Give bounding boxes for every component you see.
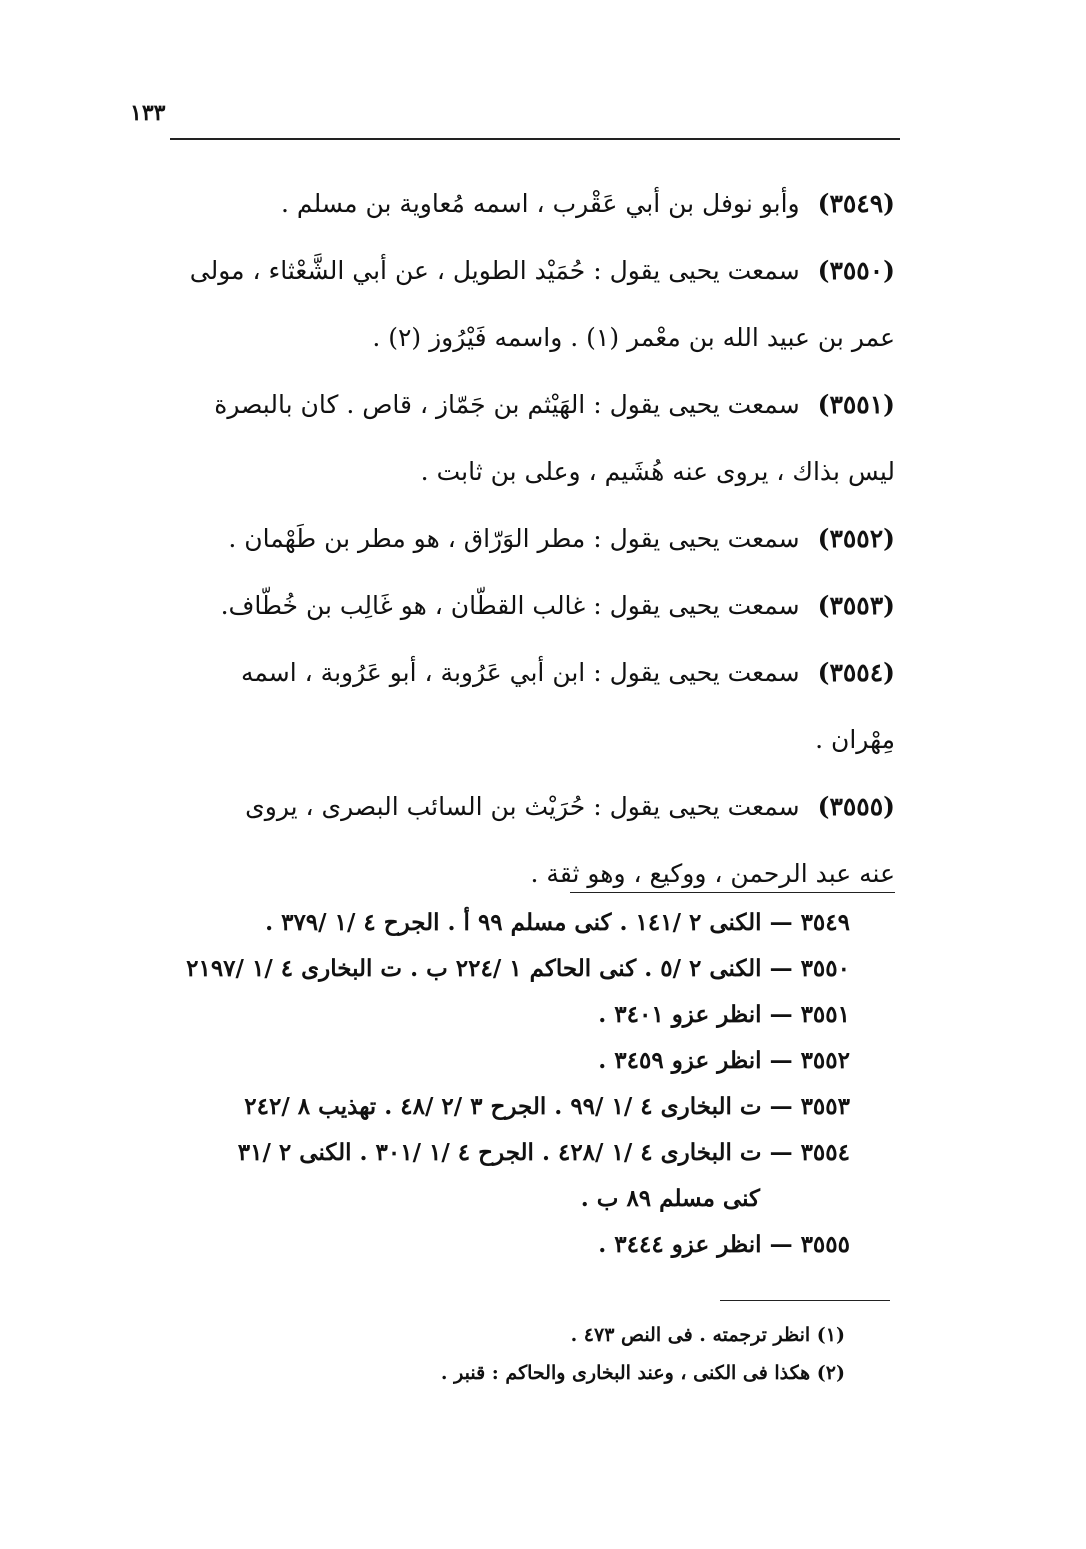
note-text: الكنى ٢ /١٤١ . كنى مسلم ٩٩ أ . الجرح ٤ /١ /٣٧٩ . (265, 909, 762, 936)
entry-number: (٣٥٥٢) (817, 524, 895, 553)
entry-line: سمعت يحيى يقول : الهَيْثم بن جَمّاز ، قاص . كان بالبصرة (214, 390, 800, 419)
note-3555: ٣٥٥٥—انظر عزو ٣٤٤٤ . (598, 1231, 850, 1258)
entry-3554 (160, 639, 895, 773)
notes-rule (570, 892, 895, 893)
note-3549: ٣٥٤٩—الكنى ٢ /١٤١ . كنى مسلم ٩٩ أ . الجرح ٤ /١ /٣٧٩ . (265, 909, 850, 936)
note-3553: ٣٥٥٣—ت البخارى ٤ /١ /٩٩ . الجرح ٣ /٢ /٤٨ . تهذيب ٨ /٢٤٢ (244, 1093, 850, 1120)
note-text: انظر عزو ٣٤٤٤ . (598, 1231, 762, 1258)
entry-number: (٣٥٥٣) (817, 591, 895, 620)
note-text: ت البخارى ٤ /١ /٤٢٨ . الجرح ٤ /١ /٣٠١ . الكنى ٢ /٣١ (237, 1139, 762, 1166)
note-number: ٣٥٥٢ (800, 1047, 850, 1074)
note-3550: ٣٥٥٠—الكنى ٢ /٥ . كنى الحاكم ١ /٢٢٤ ب . ت البخارى ٤ /١ /٢١٩٧ (186, 955, 850, 982)
entry-line: سمعت يحيى يقول : غالب القطّان ، هو غَالِب بن خُطّاف. (220, 591, 800, 620)
note-number: ٣٥٥١ (800, 1001, 850, 1028)
footnote-2: (٢) هكذا فى الكنى ، وعند البخارى والحاكم : قنبر . (440, 1362, 845, 1384)
entry-3551 (160, 371, 895, 505)
entry-3549 (160, 170, 895, 237)
note-3552: ٣٥٥٢—انظر عزو ٣٤٥٩ . (598, 1047, 850, 1074)
entry-line: عمر بن عبيد الله بن معْمر (١) . واسمه فَيْرُوز (٢) . (372, 323, 895, 352)
entry-line: سمعت يحيى يقول : حُمَيْد الطويل ، عن أبي الشَّعْثاء ، مولى (189, 256, 800, 285)
note-text: انظر عزو ٣٤٠١ . (598, 1001, 762, 1028)
entry-3552 (160, 505, 895, 572)
footnotes (300, 1316, 845, 1392)
note-text: انظر عزو ٣٤٥٩ . (598, 1047, 762, 1074)
page-number: ١٣٣ (130, 100, 166, 126)
entry-3553 (160, 572, 895, 639)
note-number: ٣٥٤٩ (800, 909, 850, 936)
entry-number: (٣٥٥٠) (817, 256, 895, 285)
note-text: الكنى ٢ /٥ . كنى الحاكم ١ /٢٢٤ ب . ت البخارى ٤ /١ /٢١٩٧ (186, 955, 762, 982)
note-3554: ٣٥٥٤—ت البخارى ٤ /١ /٤٢٨ . الجرح ٤ /١ /٣٠١ . الكنى ٢ /٣١ (237, 1139, 850, 1166)
entry-line: سمعت يحيى يقول : مطر الوَرّاق ، هو مطر بن طَهْمان . (228, 524, 800, 553)
footnote-1: (١) انظر ترجمته . فى النص ٤٧٣ . (570, 1324, 845, 1346)
header-rule (170, 138, 900, 140)
entry-3550 (160, 237, 895, 371)
note-text: ت البخارى ٤ /١ /٩٩ . الجرح ٣ /٢ /٤٨ . تهذيب ٨ /٢٤٢ (244, 1093, 762, 1120)
entry-number: (٣٥٥٤) (817, 658, 895, 687)
note-3554-continuation (160, 1176, 850, 1222)
entry-line: ليس بذاك ، يروى عنه هُشَيم ، وعلى بن ثابت . (420, 457, 895, 486)
entry-line: مِهْران . (815, 725, 895, 754)
entry-3555 (160, 773, 895, 907)
entry-line: سمعت يحيى يقول : ابن أبي عَرُوبة ، أبو عَرُوبة ، اسمه (240, 658, 800, 687)
note-number: ٣٥٥٠ (800, 955, 850, 982)
note-3551: ٣٥٥١—انظر عزو ٣٤٠١ . (598, 1001, 850, 1028)
note-number: ٣٥٥٣ (800, 1093, 850, 1120)
entry-line: سمعت يحيى يقول : حُرَيْث بن السائب البصرى ، يروى (245, 792, 800, 821)
main-text (160, 170, 895, 907)
entry-line: وأبو نوفل بن أبي عَقْرب ، اسمه مُعاوية بن مسلم . (281, 189, 800, 218)
note-number: ٣٥٥٥ (800, 1231, 850, 1258)
reference-notes (160, 900, 850, 1268)
entry-number: (٣٥٥١) (817, 390, 895, 419)
entry-line: عنه عبد الرحمن ، ووكيع ، وهو ثقة . (530, 859, 895, 888)
entry-number: (٣٥٥٥) (817, 792, 895, 821)
entry-number: (٣٥٤٩) (817, 189, 895, 218)
note-number: ٣٥٥٤ (800, 1139, 850, 1166)
footnotes-rule (720, 1300, 890, 1301)
note-text: كنى مسلم ٨٩ ب . (580, 1185, 760, 1212)
